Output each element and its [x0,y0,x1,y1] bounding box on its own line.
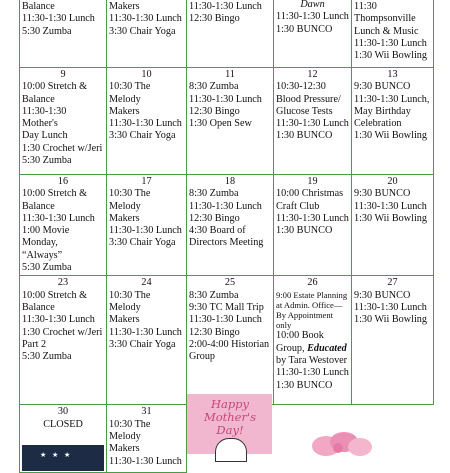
week-row [20,0,434,68]
event-line: 11:30-1:30 Lunch [189,93,262,105]
event-line: 11:30-1:30 Lunch [109,118,182,130]
event-text: Group, [276,342,305,354]
mothers-day-line: Happy [210,397,250,411]
day-number: 20 [387,176,398,187]
event-line: 12:30 Bingo [189,13,240,25]
event-line: at Admin. Office— [276,299,343,310]
day-number: 27 [387,277,398,289]
day-cell [352,68,434,175]
event-line: Balance [22,200,55,212]
event-line: 5:30 Zumba [22,155,72,167]
day-cell [20,68,107,175]
event-line: 1:30 Wii Bowling [354,50,427,62]
event-line: 11:30-1:30 Lunch [354,200,427,212]
day-cell [20,0,107,68]
event-line: 8:30 Zumba [189,81,239,93]
event-line: Balance [22,93,55,105]
event-line: 11:30-1:30 Lunch [276,118,349,130]
day-number: 26 [307,277,318,289]
day-cell [107,276,187,405]
day-number: 10 [141,69,152,80]
event-line: 1:30 BUNCO [276,225,333,237]
day-cell [274,175,352,276]
event-line: Glucose Tests [276,105,333,117]
day-cell [187,175,274,276]
day-number: 30 [57,406,69,418]
day-cell [274,276,352,405]
memorial-flag-image [22,445,104,471]
event-line: 9:30 BUNCO [354,188,411,200]
event-line: 1:00 Movie Monday, [22,225,70,249]
day-cell [20,405,107,473]
event-line: 10:30-12:30 [276,81,326,93]
event-line: 5:30 Zumba [22,351,72,363]
day-cell [352,175,434,276]
event-line: Balance [22,1,55,12]
event-line: Directors Meeting [189,237,264,249]
event-line: 1:30 Crochet w/Jeri [22,326,103,338]
event-line: 11:30-1:30 Lunch [276,212,349,224]
event-line: 11:30-1:30 Lunch [189,314,262,326]
day-cell [274,0,352,68]
day-cell [107,0,187,68]
day-number: 16 [57,176,69,187]
event-line: Celebration [354,118,402,130]
mothers-day-text [195,398,265,437]
week-row [20,68,434,175]
event-line: Makers [109,1,140,12]
event-line: only [276,320,292,331]
event-line: Craft Club [276,200,320,212]
day-cell [187,276,274,405]
event-line: 10:30 The Melody [109,418,151,442]
event-line: 1:30 BUNCO [276,379,333,391]
event-line: 10:30 The Melody [109,289,151,313]
event-line: Makers [109,443,140,455]
event-line: 2:00-4:00 Historian [189,338,270,350]
event-line: Day Lunch [22,130,68,142]
event-line: 1:30 BUNCO [276,130,333,142]
event-line: May Birthday [354,105,411,117]
event-line: 11:30-1:30 Lunch [22,314,95,326]
event-line: Makers [109,105,140,117]
event-line: 1:30 Wii Bowling [354,130,427,142]
event-line: 11:30-1:30 Mother's [22,105,67,130]
event-line: Makers [109,212,140,224]
event-line: By Appointment [276,310,334,321]
event-line: Group [189,351,216,363]
day-cell [107,175,187,276]
week-row [20,175,434,276]
event-line: 11:30-1:30 Lunch [109,455,182,467]
event-line: 11:30-1:30 Lunch [276,11,349,23]
event-line: 3:30 Chair Yoga [109,25,176,37]
day-number: 19 [307,176,318,187]
event-line: 9:00 Estate Planning [276,289,348,300]
event-line: by Tara Westover [276,355,348,367]
day-cell [352,276,434,405]
day-cell [107,405,187,473]
day-number: 11 [225,69,235,80]
event-line: 11:30 Thompsonville [354,1,416,25]
event-line: 11:30-1:30 Lunch [354,37,427,49]
day-number: 24 [141,277,152,289]
mothers-day-line: Mother's Day! [203,410,257,437]
event-line: 10:00 Christmas [276,188,344,200]
event-line: 10:30 The Melody [109,188,151,212]
mothers-day-graphic [187,394,272,454]
event-line: 8:30 Zumba [189,188,239,200]
event-line: 1:30 Crochet w/Jeri [22,142,103,154]
event-line: 4:30 Board of [189,225,246,237]
event-line: 11:30-1:30 Lunch [189,200,262,212]
flowers-image [308,430,376,456]
day-cell [107,68,187,175]
event-line: Lunch & Music [354,25,419,37]
event-line: 3:30 Chair Yoga [109,130,176,142]
event-line: 1:30 Open Sew [189,118,252,130]
event-line: “Always” [22,249,63,261]
event-line: 11:30-1:30 Lunch, [354,93,430,105]
day-cell [20,175,107,276]
week-row [20,276,434,405]
day-cell [187,0,274,68]
closed-label: CLOSED [43,418,83,430]
event-line: 10:00 Book [276,330,324,342]
event-line: 9:30 BUNCO [354,81,411,93]
event-line: 11:30-1:30 Lunch [354,301,427,313]
event-line: 11:30-1:30 Lunch [276,367,349,379]
event-line: 10:00 Stretch & [22,188,88,200]
event-line: 9:30 BUNCO [354,289,411,301]
event-line: 11:30-1:30 Lunch [22,212,95,224]
day-number: 25 [224,277,236,289]
event-line [276,343,349,355]
day-number: 13 [387,69,398,80]
day-cell [274,68,352,175]
event-line: 12:30 Bingo [189,105,240,117]
day-number: 31 [141,406,152,418]
day-number: 18 [224,176,236,187]
event-line: Part 2 [22,338,47,350]
event-line: 1:30 Wii Bowling [354,212,427,224]
event-line: 1:30 Wii Bowling [354,314,427,326]
day-cell [20,276,107,405]
event-line: 11:30-1:30 Lunch [109,326,182,338]
event-line: 10:00 Stretch & [22,289,88,301]
event-line: 12:30 Bingo [189,212,240,224]
event-line: 10:00 Stretch & [22,81,88,93]
event-line: 3:30 Chair Yoga [109,338,176,350]
event-line: 11:30-1:30 Lunch [189,1,262,12]
day-number: 17 [141,176,152,187]
event-line: 11:30-1:30 Lunch [22,13,95,25]
event-heading: Dawn [300,0,325,10]
event-line: 11:30-1:30 Lunch [109,13,182,25]
event-line: 11:30-1:30 Lunch [109,225,182,237]
snoopy-image [215,438,247,462]
day-cell [187,68,274,175]
book-title: Educated [307,342,347,354]
event-line: 9:30 TC Mall Trip [189,301,264,313]
event-line: Blood Pressure/ [276,93,341,105]
event-line: 5:30 Zumba [22,262,72,274]
stars-icon: ★ ★ ★ [40,450,73,459]
event-line: 10:30 The Melody [109,81,151,105]
event-line: 12:30 Bingo [189,326,240,338]
event-line: Makers [109,314,140,326]
day-number: 23 [57,277,69,289]
day-number: 12 [307,69,318,80]
day-cell [352,0,434,68]
day-number: 9 [60,69,66,80]
event-line: 3:30 Chair Yoga [109,237,176,249]
event-line: 1:30 BUNCO [276,23,333,35]
event-line: Balance [22,301,55,313]
event-line: 5:30 Zumba [22,25,72,37]
event-line: 8:30 Zumba [189,289,239,301]
